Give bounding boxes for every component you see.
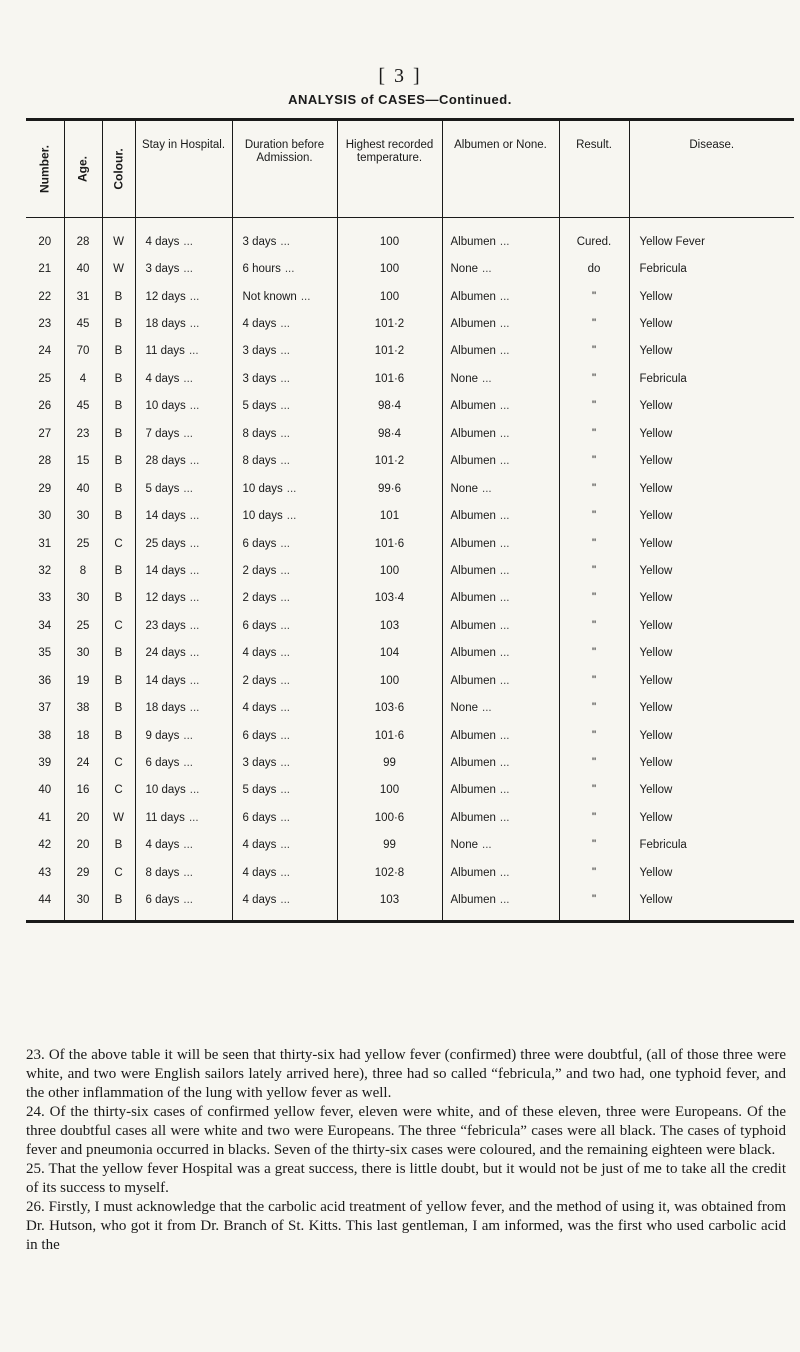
cases-table [26, 118, 794, 923]
table-body [26, 218, 794, 922]
cell-age: 25 [64, 612, 102, 639]
cell-number: 20 [26, 218, 64, 256]
cell-age: 18 [64, 722, 102, 749]
header-albumen: Albumen or None. [442, 120, 559, 218]
table-row [26, 420, 794, 447]
cell-number: 39 [26, 749, 64, 776]
cell-colour: W [102, 218, 135, 256]
cell-temperature: 101·6 [337, 722, 442, 749]
cell-stay: 14 days ... [135, 667, 232, 694]
cell-colour: B [102, 887, 135, 922]
cell-stay: 5 days ... [135, 475, 232, 502]
cell-age: 15 [64, 448, 102, 475]
table-row [26, 255, 794, 282]
table-row [26, 585, 794, 612]
table-row [26, 448, 794, 475]
cell-colour: B [102, 365, 135, 392]
cell-disease: Yellow [639, 510, 673, 523]
cell-disease: Febricula [639, 839, 687, 852]
cell-temperature: 100·6 [337, 804, 442, 831]
table-row [26, 887, 794, 922]
cell-number: 30 [26, 502, 64, 529]
cell-disease: Febricula [639, 263, 687, 276]
cell-age: 30 [64, 502, 102, 529]
cell-number: 21 [26, 255, 64, 282]
cell-stay: 6 days ... [135, 887, 232, 922]
cell-albumen: Albumen ... [442, 640, 559, 667]
cell-colour: B [102, 338, 135, 365]
cell-age: 38 [64, 694, 102, 721]
table-row [26, 694, 794, 721]
table-row [26, 612, 794, 639]
table-row [26, 722, 794, 749]
cell-result: " [559, 832, 629, 859]
cell-disease: Yellow [639, 427, 673, 440]
cell-temperature: 101·2 [337, 448, 442, 475]
cell-colour: B [102, 393, 135, 420]
table-header-row [26, 120, 794, 218]
cell-age: 29 [64, 859, 102, 886]
table-row [26, 393, 794, 420]
header-duration: Duration before Admission. [232, 120, 337, 218]
cell-colour: B [102, 832, 135, 859]
table-row [26, 859, 794, 886]
cell-result: " [559, 859, 629, 886]
cell-stay: 3 days ... [135, 255, 232, 282]
cell-duration: Not known ... [232, 283, 337, 310]
cell-number: 29 [26, 475, 64, 502]
cell-colour: B [102, 722, 135, 749]
cell-number: 37 [26, 694, 64, 721]
cell-albumen: Albumen ... [442, 502, 559, 529]
cell-disease: Yellow [629, 887, 794, 922]
cell-result: " [559, 585, 629, 612]
cell-result: " [559, 722, 629, 749]
cell-age: 30 [64, 585, 102, 612]
cell-disease: Yellow Fever [639, 235, 705, 248]
cell-albumen: Albumen ... [442, 338, 559, 365]
cell-disease: Yellow [639, 729, 673, 742]
table-row [26, 530, 794, 557]
cell-albumen: Albumen ... [442, 749, 559, 776]
cell-stay: 24 days ... [135, 640, 232, 667]
cell-number: 38 [26, 722, 64, 749]
cell-stay: 10 days ... [135, 777, 232, 804]
cell-albumen: Albumen ... [442, 530, 559, 557]
header-temperature: Highest recorded temperature. [337, 120, 442, 218]
cell-disease: Febricula [639, 372, 687, 385]
cell-result: " [559, 640, 629, 667]
cell-age: 20 [64, 832, 102, 859]
page-title: ANALYSIS of CASES—Continued. [288, 92, 512, 107]
cell-colour: B [102, 502, 135, 529]
cell-age: 24 [64, 749, 102, 776]
paragraph: 25. That the yellow fever Hospital was a great success, there is little doubt, but it would not be just of me to take all the credit of its success to myself. [26, 1161, 786, 1196]
cell-disease: Yellow [639, 482, 673, 495]
cell-duration: 6 days ... [232, 804, 337, 831]
table-row [26, 502, 794, 529]
cell-age: 4 [64, 365, 102, 392]
cell-number: 43 [26, 859, 64, 886]
table-row [26, 283, 794, 310]
cell-albumen: Albumen ... [442, 393, 559, 420]
cell-result: do [559, 255, 629, 282]
cell-temperature: 99 [337, 832, 442, 859]
cell-age: 31 [64, 283, 102, 310]
cell-albumen: Albumen ... [442, 283, 559, 310]
cell-colour: B [102, 585, 135, 612]
cell-stay: 4 days ... [135, 832, 232, 859]
cell-temperature: 100 [337, 557, 442, 584]
cell-albumen: Albumen ... [442, 557, 559, 584]
cell-disease: Yellow [639, 784, 673, 797]
cell-colour: B [102, 557, 135, 584]
table-row [26, 365, 794, 392]
cell-colour: B [102, 667, 135, 694]
cell-number: 31 [26, 530, 64, 557]
cell-result: " [559, 612, 629, 639]
paragraph: 26. Firstly, I must acknowledge that the carbolic acid treatment of yellow fever, and the method of using it, was obtained from Dr. Hutson, who got it from Dr. Branch of St. Kitts. This last gentleman, I am informed, was the first who used carbolic acid in the [26, 1199, 786, 1253]
cell-colour: W [102, 255, 135, 282]
cell-number: 23 [26, 310, 64, 337]
cell-age: 40 [64, 475, 102, 502]
cell-duration: 6 days ... [232, 722, 337, 749]
cell-number: 22 [26, 283, 64, 310]
table-row [26, 667, 794, 694]
table-row [26, 475, 794, 502]
cell-albumen: Albumen ... [442, 420, 559, 447]
cell-temperature: 104 [337, 640, 442, 667]
cell-albumen: Albumen ... [442, 612, 559, 639]
cell-duration: 4 days ... [232, 859, 337, 886]
cell-age: 28 [64, 218, 102, 256]
cell-stay: 11 days ... [135, 338, 232, 365]
cell-duration: 8 days ... [232, 448, 337, 475]
cell-duration: 4 days ... [232, 310, 337, 337]
cell-albumen: Albumen ... [442, 777, 559, 804]
cell-duration: 8 days ... [232, 420, 337, 447]
cell-temperature: 100 [337, 667, 442, 694]
cell-colour: W [102, 804, 135, 831]
cell-temperature: 103 [337, 887, 442, 922]
cell-stay: 28 days ... [135, 448, 232, 475]
table-row [26, 310, 794, 337]
cell-temperature: 100 [337, 255, 442, 282]
cell-temperature: 101·6 [337, 530, 442, 557]
cell-age: 30 [64, 640, 102, 667]
header-number: Number. [26, 120, 64, 218]
cell-albumen: None ... [442, 365, 559, 392]
cell-colour: B [102, 283, 135, 310]
cell-disease: Yellow [639, 318, 673, 331]
cell-colour: B [102, 694, 135, 721]
cell-temperature: 102·8 [337, 859, 442, 886]
cell-number: 25 [26, 365, 64, 392]
cell-albumen: Albumen ... [442, 218, 559, 256]
cell-duration: 2 days ... [232, 557, 337, 584]
cell-albumen: Albumen ... [442, 722, 559, 749]
cell-result: " [559, 887, 629, 922]
cell-result: " [559, 338, 629, 365]
table-row [26, 640, 794, 667]
cell-result: " [559, 667, 629, 694]
cell-stay: 8 days ... [135, 859, 232, 886]
cell-temperature: 98·4 [337, 393, 442, 420]
cell-disease: Yellow [639, 674, 673, 687]
cell-disease: Yellow [639, 702, 673, 715]
table-row [26, 749, 794, 776]
header-age: Age. [64, 120, 102, 218]
cell-number: 33 [26, 585, 64, 612]
cell-colour: C [102, 749, 135, 776]
cell-temperature: 103·6 [337, 694, 442, 721]
cell-duration: 5 days ... [232, 777, 337, 804]
cell-age: 20 [64, 804, 102, 831]
cell-stay: 12 days ... [135, 283, 232, 310]
cell-disease: Yellow [639, 537, 673, 550]
cell-result: " [559, 804, 629, 831]
cell-stay: 9 days ... [135, 722, 232, 749]
cell-result: " [559, 694, 629, 721]
body-text [26, 1046, 786, 1255]
cell-albumen: Albumen ... [442, 887, 559, 922]
cell-number: 40 [26, 777, 64, 804]
cell-result: " [559, 283, 629, 310]
cell-result: " [559, 448, 629, 475]
cell-albumen: Albumen ... [442, 804, 559, 831]
cell-disease: Yellow [639, 757, 673, 770]
cell-stay: 6 days ... [135, 749, 232, 776]
paragraph: 24. Of the thirty-six cases of confirmed yellow fever, eleven were white, and of these eleven, three were Europeans. Of the three doubtful cases all were white and two were Europeans. The three “febricula” cases were all black. The cases of typhoid fever and pneumonia occurred in blacks. Seven of the thirty-six cases were coloured, and the remaining eighteen were black. [26, 1104, 786, 1158]
cell-colour: C [102, 777, 135, 804]
cell-temperature: 100 [337, 283, 442, 310]
cases-table-container [26, 118, 794, 923]
cell-albumen: Albumen ... [442, 667, 559, 694]
cell-albumen: None ... [442, 694, 559, 721]
cell-duration: 5 days ... [232, 393, 337, 420]
cell-stay: 23 days ... [135, 612, 232, 639]
cell-albumen: Albumen ... [442, 585, 559, 612]
cell-stay: 18 days ... [135, 694, 232, 721]
cell-duration: 6 days ... [232, 530, 337, 557]
cell-disease: Yellow [639, 400, 673, 413]
cell-duration: 6 hours ... [232, 255, 337, 282]
cell-temperature: 101·2 [337, 338, 442, 365]
cell-colour: B [102, 640, 135, 667]
cell-age: 30 [64, 887, 102, 922]
cell-result: Cured. [559, 218, 629, 256]
cell-stay: 10 days ... [135, 393, 232, 420]
cell-age: 40 [64, 255, 102, 282]
cell-duration: 4 days ... [232, 694, 337, 721]
cell-duration: 3 days ... [232, 365, 337, 392]
cell-number: 44 [26, 887, 64, 922]
cell-number: 35 [26, 640, 64, 667]
cell-result: " [559, 777, 629, 804]
header-colour: Colour. [102, 120, 135, 218]
cell-colour: C [102, 612, 135, 639]
table-row [26, 338, 794, 365]
cell-number: 26 [26, 393, 64, 420]
cell-disease: Yellow [639, 866, 673, 879]
cell-colour: B [102, 310, 135, 337]
cell-duration: 3 days ... [232, 338, 337, 365]
table-row [26, 218, 794, 256]
cell-disease: Yellow [639, 564, 673, 577]
cell-result: " [559, 475, 629, 502]
cell-disease: Yellow [639, 345, 673, 358]
cell-duration: 6 days ... [232, 612, 337, 639]
table-row [26, 557, 794, 584]
cell-age: 25 [64, 530, 102, 557]
cell-result: " [559, 530, 629, 557]
cell-albumen: None ... [442, 475, 559, 502]
cell-age: 45 [64, 393, 102, 420]
cell-colour: C [102, 530, 135, 557]
cell-duration: 3 days ... [232, 218, 337, 256]
cell-number: 32 [26, 557, 64, 584]
cell-age: 19 [64, 667, 102, 694]
cell-stay: 14 days ... [135, 557, 232, 584]
cell-duration: 10 days ... [232, 502, 337, 529]
cell-stay: 11 days ... [135, 804, 232, 831]
cell-duration: 2 days ... [232, 585, 337, 612]
cell-stay: 4 days ... [135, 365, 232, 392]
cell-stay: 7 days ... [135, 420, 232, 447]
cell-temperature: 101 [337, 502, 442, 529]
cell-albumen: Albumen ... [442, 310, 559, 337]
cell-result: " [559, 502, 629, 529]
header-result: Result. [559, 120, 629, 218]
cell-colour: B [102, 420, 135, 447]
cell-result: " [559, 393, 629, 420]
cell-duration: 4 days ... [232, 887, 337, 922]
cell-stay: 25 days ... [135, 530, 232, 557]
cell-temperature: 103·4 [337, 585, 442, 612]
cell-temperature: 101·6 [337, 365, 442, 392]
cell-age: 23 [64, 420, 102, 447]
cell-duration: 2 days ... [232, 667, 337, 694]
cell-colour: B [102, 475, 135, 502]
table-row [26, 804, 794, 831]
cell-temperature: 99 [337, 749, 442, 776]
cell-age: 45 [64, 310, 102, 337]
cell-disease: Yellow [639, 592, 673, 605]
cell-duration: 4 days ... [232, 832, 337, 859]
header-disease: Disease. [629, 120, 794, 218]
cell-duration: 4 days ... [232, 640, 337, 667]
cell-number: 28 [26, 448, 64, 475]
cell-temperature: 99·6 [337, 475, 442, 502]
cell-disease: Yellow [639, 290, 673, 303]
cell-temperature: 101·2 [337, 310, 442, 337]
cell-result: " [559, 557, 629, 584]
cell-result: " [559, 310, 629, 337]
cell-number: 24 [26, 338, 64, 365]
cell-number: 41 [26, 804, 64, 831]
cell-duration: 3 days ... [232, 749, 337, 776]
cell-disease: Yellow [639, 811, 673, 824]
header-stay: Stay in Hospital. [135, 120, 232, 218]
cell-duration: 10 days ... [232, 475, 337, 502]
cell-colour: C [102, 859, 135, 886]
cell-disease: Yellow [639, 619, 673, 632]
cell-number: 36 [26, 667, 64, 694]
cell-age: 70 [64, 338, 102, 365]
cell-age: 8 [64, 557, 102, 584]
table-row [26, 777, 794, 804]
cell-number: 27 [26, 420, 64, 447]
cell-temperature: 103 [337, 612, 442, 639]
cell-stay: 4 days ... [135, 218, 232, 256]
cell-stay: 12 days ... [135, 585, 232, 612]
cell-disease: Yellow [639, 455, 673, 468]
cell-result: " [559, 749, 629, 776]
cell-result: " [559, 365, 629, 392]
cell-albumen: None ... [442, 832, 559, 859]
cell-stay: 14 days ... [135, 502, 232, 529]
page-number: [ 3 ] [378, 65, 422, 87]
cell-number: 42 [26, 832, 64, 859]
cell-disease: Yellow [639, 647, 673, 660]
paragraph: 23. Of the above table it will be seen that thirty-six had yellow fever (confirmed) three were doubtful, (all of those three were white, and two were English sailors lately arrived here), three had so called “febricula,” and two had, one typhoid fever, and the other inflammation of the lung with yellow fever as well. [26, 1047, 786, 1101]
cell-result: " [559, 420, 629, 447]
cell-albumen: Albumen ... [442, 859, 559, 886]
cell-age: 16 [64, 777, 102, 804]
table-row [26, 832, 794, 859]
cell-stay: 18 days ... [135, 310, 232, 337]
cell-temperature: 100 [337, 218, 442, 256]
cell-temperature: 98·4 [337, 420, 442, 447]
cell-albumen: None ... [442, 255, 559, 282]
cell-temperature: 100 [337, 777, 442, 804]
cell-albumen: Albumen ... [442, 448, 559, 475]
cell-number: 34 [26, 612, 64, 639]
cell-colour: B [102, 448, 135, 475]
